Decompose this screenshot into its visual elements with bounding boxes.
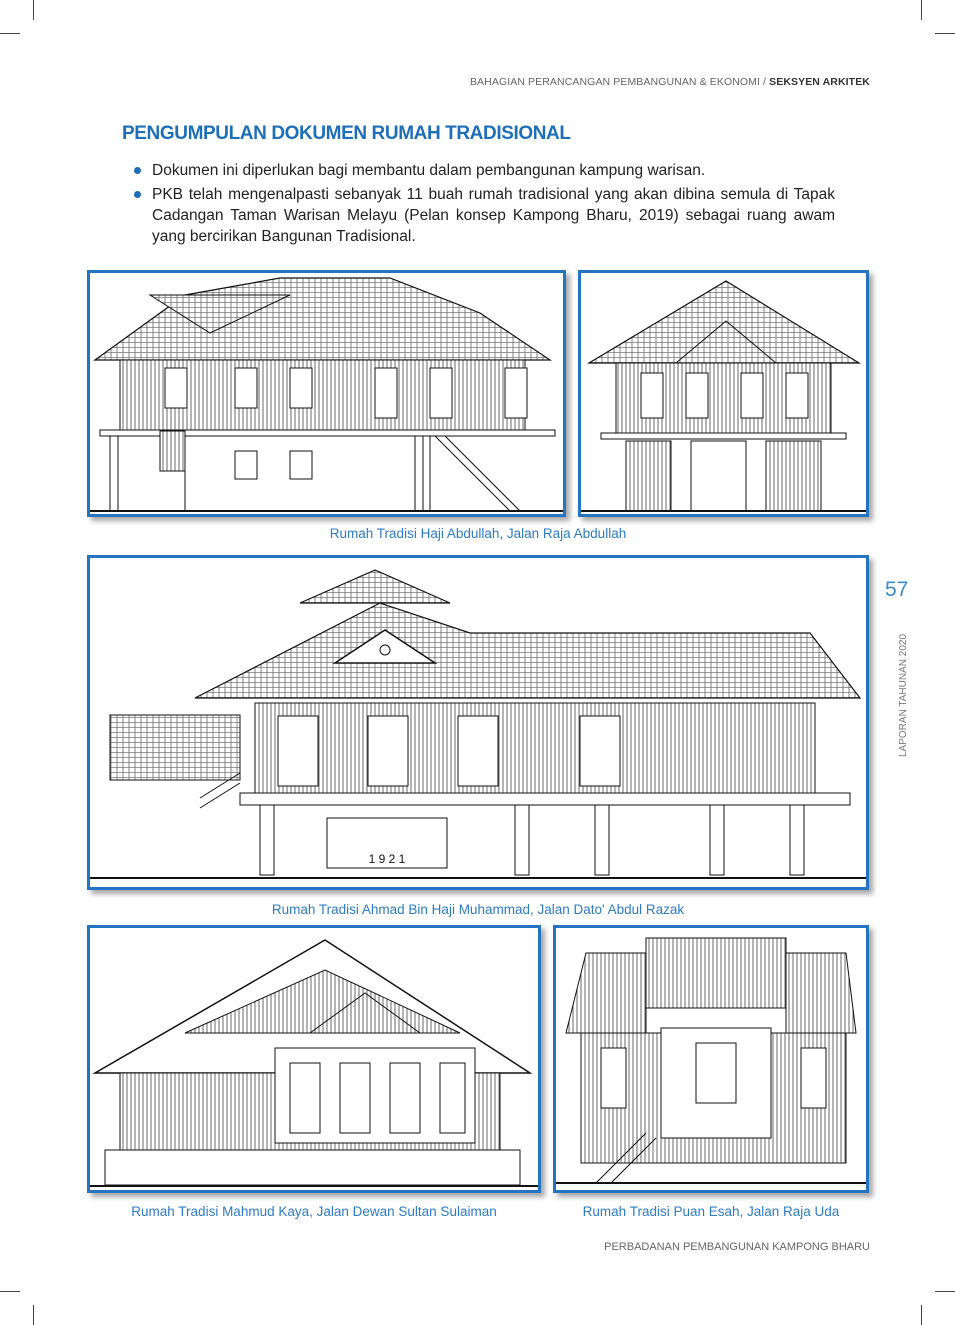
house1-side-elevation-drawing xyxy=(87,270,566,517)
caption-house2: Rumah Tradisi Ahmad Bin Haji Muhammad, Jalan Dato' Abdul Razak xyxy=(271,902,685,917)
side-label-text: LAPORAN TAHUNAN 2020 xyxy=(898,633,909,757)
side-label xyxy=(898,612,912,757)
list-item xyxy=(130,184,835,247)
house-drawing-svg xyxy=(90,558,866,887)
header-department: BAHAGIAN PERANCANGAN PEMBANGUNAN & EKONOMI / xyxy=(469,76,767,88)
caption-house4: Rumah Tradisi Puan Esah, Jalan Raja Uda xyxy=(582,1204,840,1219)
bullet-icon xyxy=(134,167,141,174)
crop-mark xyxy=(33,0,34,20)
house-drawing-svg xyxy=(581,273,866,514)
house4-elevation-drawing xyxy=(553,925,869,1193)
crop-mark xyxy=(0,33,20,34)
bullet-text: PKB telah mengenalpasti sebanyak 11 buah rumah tradisional yang akan dibina semula di Tapak Cadangan Taman Warisan Melayu (Pelan konsep Kampong Bharu, 2019) sebagai ruang awam yang bercirikan Bangunan Tradisional. xyxy=(152,186,835,245)
crop-mark xyxy=(0,1291,20,1292)
caption-house1: Rumah Tradisi Haji Abdullah, Jalan Raja Abdullah xyxy=(329,526,627,541)
crop-mark xyxy=(935,1291,955,1292)
house3-elevation-drawing xyxy=(87,925,541,1193)
page-number: 57 xyxy=(885,578,909,601)
house2-elevation-drawing xyxy=(87,555,869,890)
bullet-list xyxy=(130,160,835,250)
house-drawing-svg xyxy=(90,273,563,514)
crop-mark xyxy=(921,0,922,20)
house-drawing-svg xyxy=(556,928,866,1190)
page-title: PENGUMPULAN DOKUMEN RUMAH TRADISIONAL xyxy=(122,123,571,144)
header-section: SEKSYEN ARKITEK xyxy=(769,76,870,88)
crop-mark xyxy=(33,1305,34,1325)
running-header xyxy=(470,76,870,88)
crop-mark xyxy=(921,1305,922,1325)
bullet-text: Dokumen ini diperlukan bagi membantu dalam pembangunan kampung warisan. xyxy=(152,162,706,179)
caption-house3: Rumah Tradisi Mahmud Kaya, Jalan Dewan Sultan Sulaiman xyxy=(131,1204,497,1219)
running-footer: PERBADANAN PEMBANGUNAN KAMPONG BHARU xyxy=(604,1241,870,1253)
house1-front-elevation-drawing xyxy=(578,270,869,517)
house-drawing-svg xyxy=(90,928,538,1190)
bullet-icon xyxy=(134,191,141,198)
crop-mark xyxy=(935,33,955,34)
list-item xyxy=(130,160,835,181)
year-plaque: 1 9 2 1 xyxy=(368,852,406,866)
